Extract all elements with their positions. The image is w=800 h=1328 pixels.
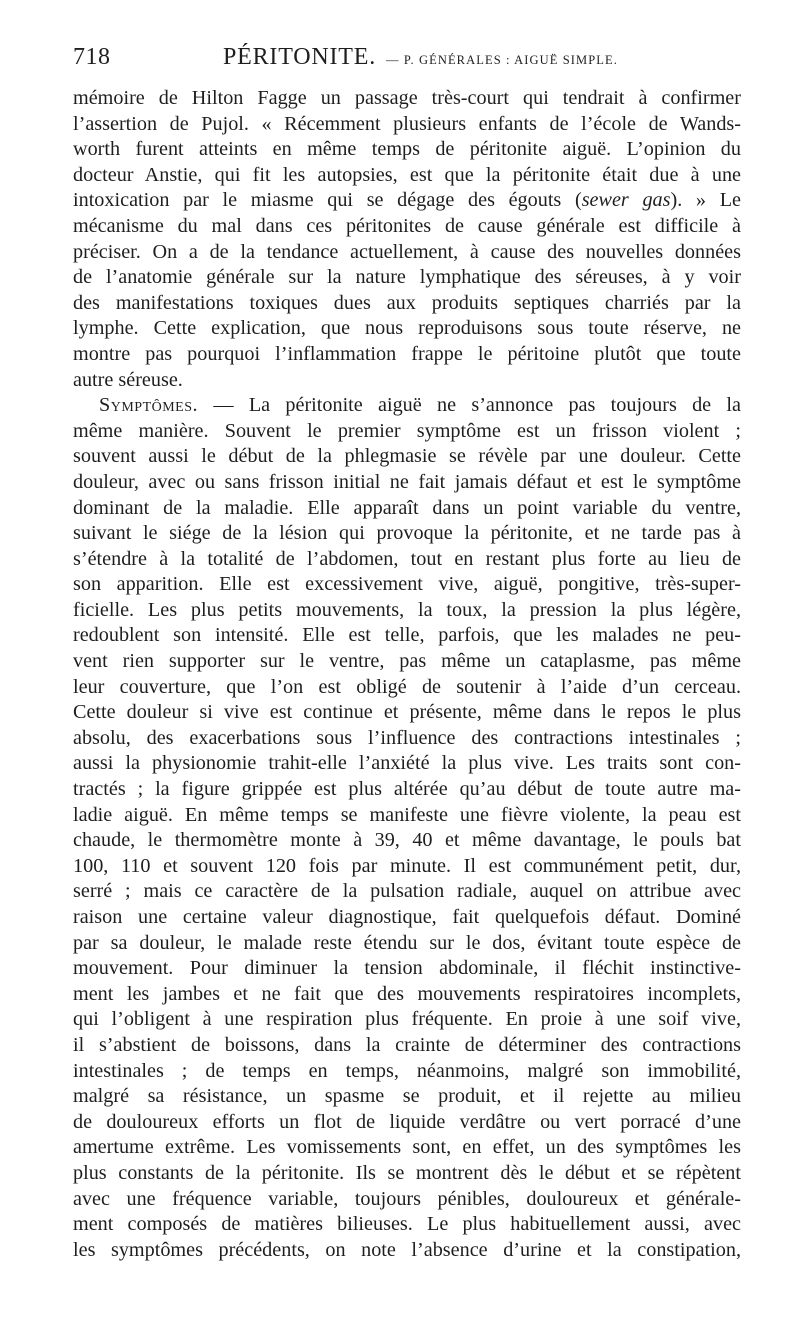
text-line: raison une certaine valeur diagnostique, fait quelquefois défaut. Dominé bbox=[73, 906, 741, 928]
text-line: leur couverture, que l’on est obligé de soutenir à l’aide d’un cerceau. bbox=[73, 675, 741, 698]
text-line: aussi la physionomie trahit-elle l’anxiété la plus vive. Les traits sont con- bbox=[73, 752, 741, 775]
text-line: montre pas pourquoi l’inflammation frappe le péritoine plutôt que toute bbox=[73, 342, 741, 365]
text-span: intoxication par le miasme qui se dégage des égouts ( bbox=[73, 189, 582, 212]
text-line: de douloureux efforts un flot de liquide verdâtre ou vert porracé d’une bbox=[73, 1110, 741, 1133]
text-line: chaude, le thermomètre monte à 39, 40 et même davantage, le pouls bat bbox=[73, 829, 741, 852]
text-line: préciser. On a de la tendance actuellement, à cause des nouvelles données bbox=[73, 240, 741, 263]
text-line: il s’abstient de boissons, dans la crainte de déterminer des contractions bbox=[73, 1033, 741, 1056]
text-line: ladie aiguë. En même temps se manifeste une fièvre violente, la peau est bbox=[73, 803, 741, 826]
text-line: serré ; mais ce caractère de la pulsation radiale, auquel on attribue avec bbox=[73, 880, 741, 903]
text-line: absolu, des exacerbations sous l’influence des contractions intestinales ; bbox=[73, 726, 741, 749]
text-line: malgré sa résistance, un spasme se produit, et il rejette au milieu bbox=[73, 1085, 741, 1108]
running-head bbox=[73, 44, 741, 80]
text-line: mécanisme du mal dans ces péritonites de cause générale est difficile à bbox=[73, 214, 741, 237]
text-line: Cette douleur si vive est continue et présente, même dans le repos le plus bbox=[73, 701, 741, 724]
body-text bbox=[73, 86, 741, 1263]
text-line: souvent aussi le début de la phlegmasie se révèle par une douleur. Cette bbox=[73, 445, 741, 468]
text-line: lymphe. Cette explication, que nous reproduisons sous toute réserve, ne bbox=[73, 317, 741, 340]
text-line bbox=[73, 188, 741, 214]
text-line: redoublent son intensité. Elle est telle, parfois, que les malades ne peu- bbox=[73, 624, 741, 647]
text-line: vent rien supporter sur le ventre, pas même un cataplasme, pas même bbox=[73, 650, 741, 673]
text-line: même manière. Souvent le premier symptôme est un frisson violent ; bbox=[73, 419, 741, 442]
text-line: mémoire de Hilton Fagge un passage très-court qui tendrait à confirmer bbox=[73, 87, 741, 109]
text-line: intestinales ; de temps en temps, néanmoins, malgré son immobilité, bbox=[73, 1059, 741, 1082]
text-line: ment les jambes et ne fait que des mouvements respiratoires incomplets, bbox=[73, 982, 741, 1005]
text-line: l’assertion de Pujol. « Récemment plusieurs enfants de l’école de Wands- bbox=[73, 112, 741, 135]
text-line: qui l’obligent à une respiration plus fréquente. En proie à une soif vive, bbox=[73, 1008, 741, 1031]
section-subtitle: — P. GÉNÉRALES : AIGUË SIMPLE. bbox=[386, 53, 618, 67]
text-line: douleur, avec ou sans frisson initial ne fait jamais défaut et est le symptôme bbox=[73, 470, 741, 493]
paragraph-last-line: autre séreuse. bbox=[73, 368, 183, 391]
text-span: ). » Le bbox=[670, 189, 741, 212]
text-line: s’étendre à la totalité de l’abdomen, tout en restant plus forte au lieu de bbox=[73, 547, 741, 570]
text-line: avec une fréquence variable, toujours pénibles, douloureux et générale- bbox=[73, 1187, 741, 1210]
text-line: ficielle. Les plus petits mouvements, la toux, la pression la plus légère, bbox=[73, 598, 741, 621]
text-line: les symptômes précédents, on note l’absence d’urine et la constipation, bbox=[73, 1238, 741, 1261]
section-heading: Symptômes. bbox=[99, 394, 199, 417]
text-line: mouvement. Pour diminuer la tension abdominale, il fléchit instinctive- bbox=[73, 957, 741, 980]
italic-term: sewer gas bbox=[581, 189, 671, 212]
chapter-title: PÉRITONITE. bbox=[223, 44, 377, 70]
text-line bbox=[73, 393, 741, 419]
text-line: tractés ; la figure grippée est plus altérée qu’au début de toute autre ma- bbox=[73, 778, 741, 801]
text-line: worth furent atteints en même temps de péritonite aiguë. L’opinion du bbox=[73, 138, 741, 161]
text-span: — La péritonite aiguë ne s’annonce pas toujours de la bbox=[198, 394, 741, 417]
text-line: plus constants de la péritonite. Ils se montrent dès le début et se répètent bbox=[73, 1161, 741, 1184]
text-line: amertume extrême. Les vomissements sont, en effet, un des symptômes les bbox=[73, 1136, 741, 1159]
text-line: ment composés de matières bilieuses. Le plus habituellement aussi, avec bbox=[73, 1213, 741, 1236]
text-line: suivant le siége de la lésion qui provoque la péritonite, et ne tarde pas à bbox=[73, 522, 741, 545]
page-number: 718 bbox=[73, 44, 111, 70]
text-line: de l’anatomie générale sur la nature lymphatique des séreuses, à y voir bbox=[73, 266, 741, 289]
text-line: des manifestations toxiques dues aux produits septiques charriés par la bbox=[73, 291, 741, 314]
text-line: docteur Anstie, qui fit les autopsies, est que la péritonite était due à une bbox=[73, 163, 741, 186]
text-line: 100, 110 et souvent 120 fois par minute. Il est communément petit, dur, bbox=[73, 854, 741, 877]
text-line: par sa douleur, le malade reste étendu sur le dos, évitant toute espèce de bbox=[73, 931, 741, 954]
text-line: dominant de la maladie. Elle apparaît dans un point variable du ventre, bbox=[73, 496, 741, 519]
text-line: son apparition. Elle est excessivement vive, aiguë, pongitive, très-super- bbox=[73, 573, 741, 596]
